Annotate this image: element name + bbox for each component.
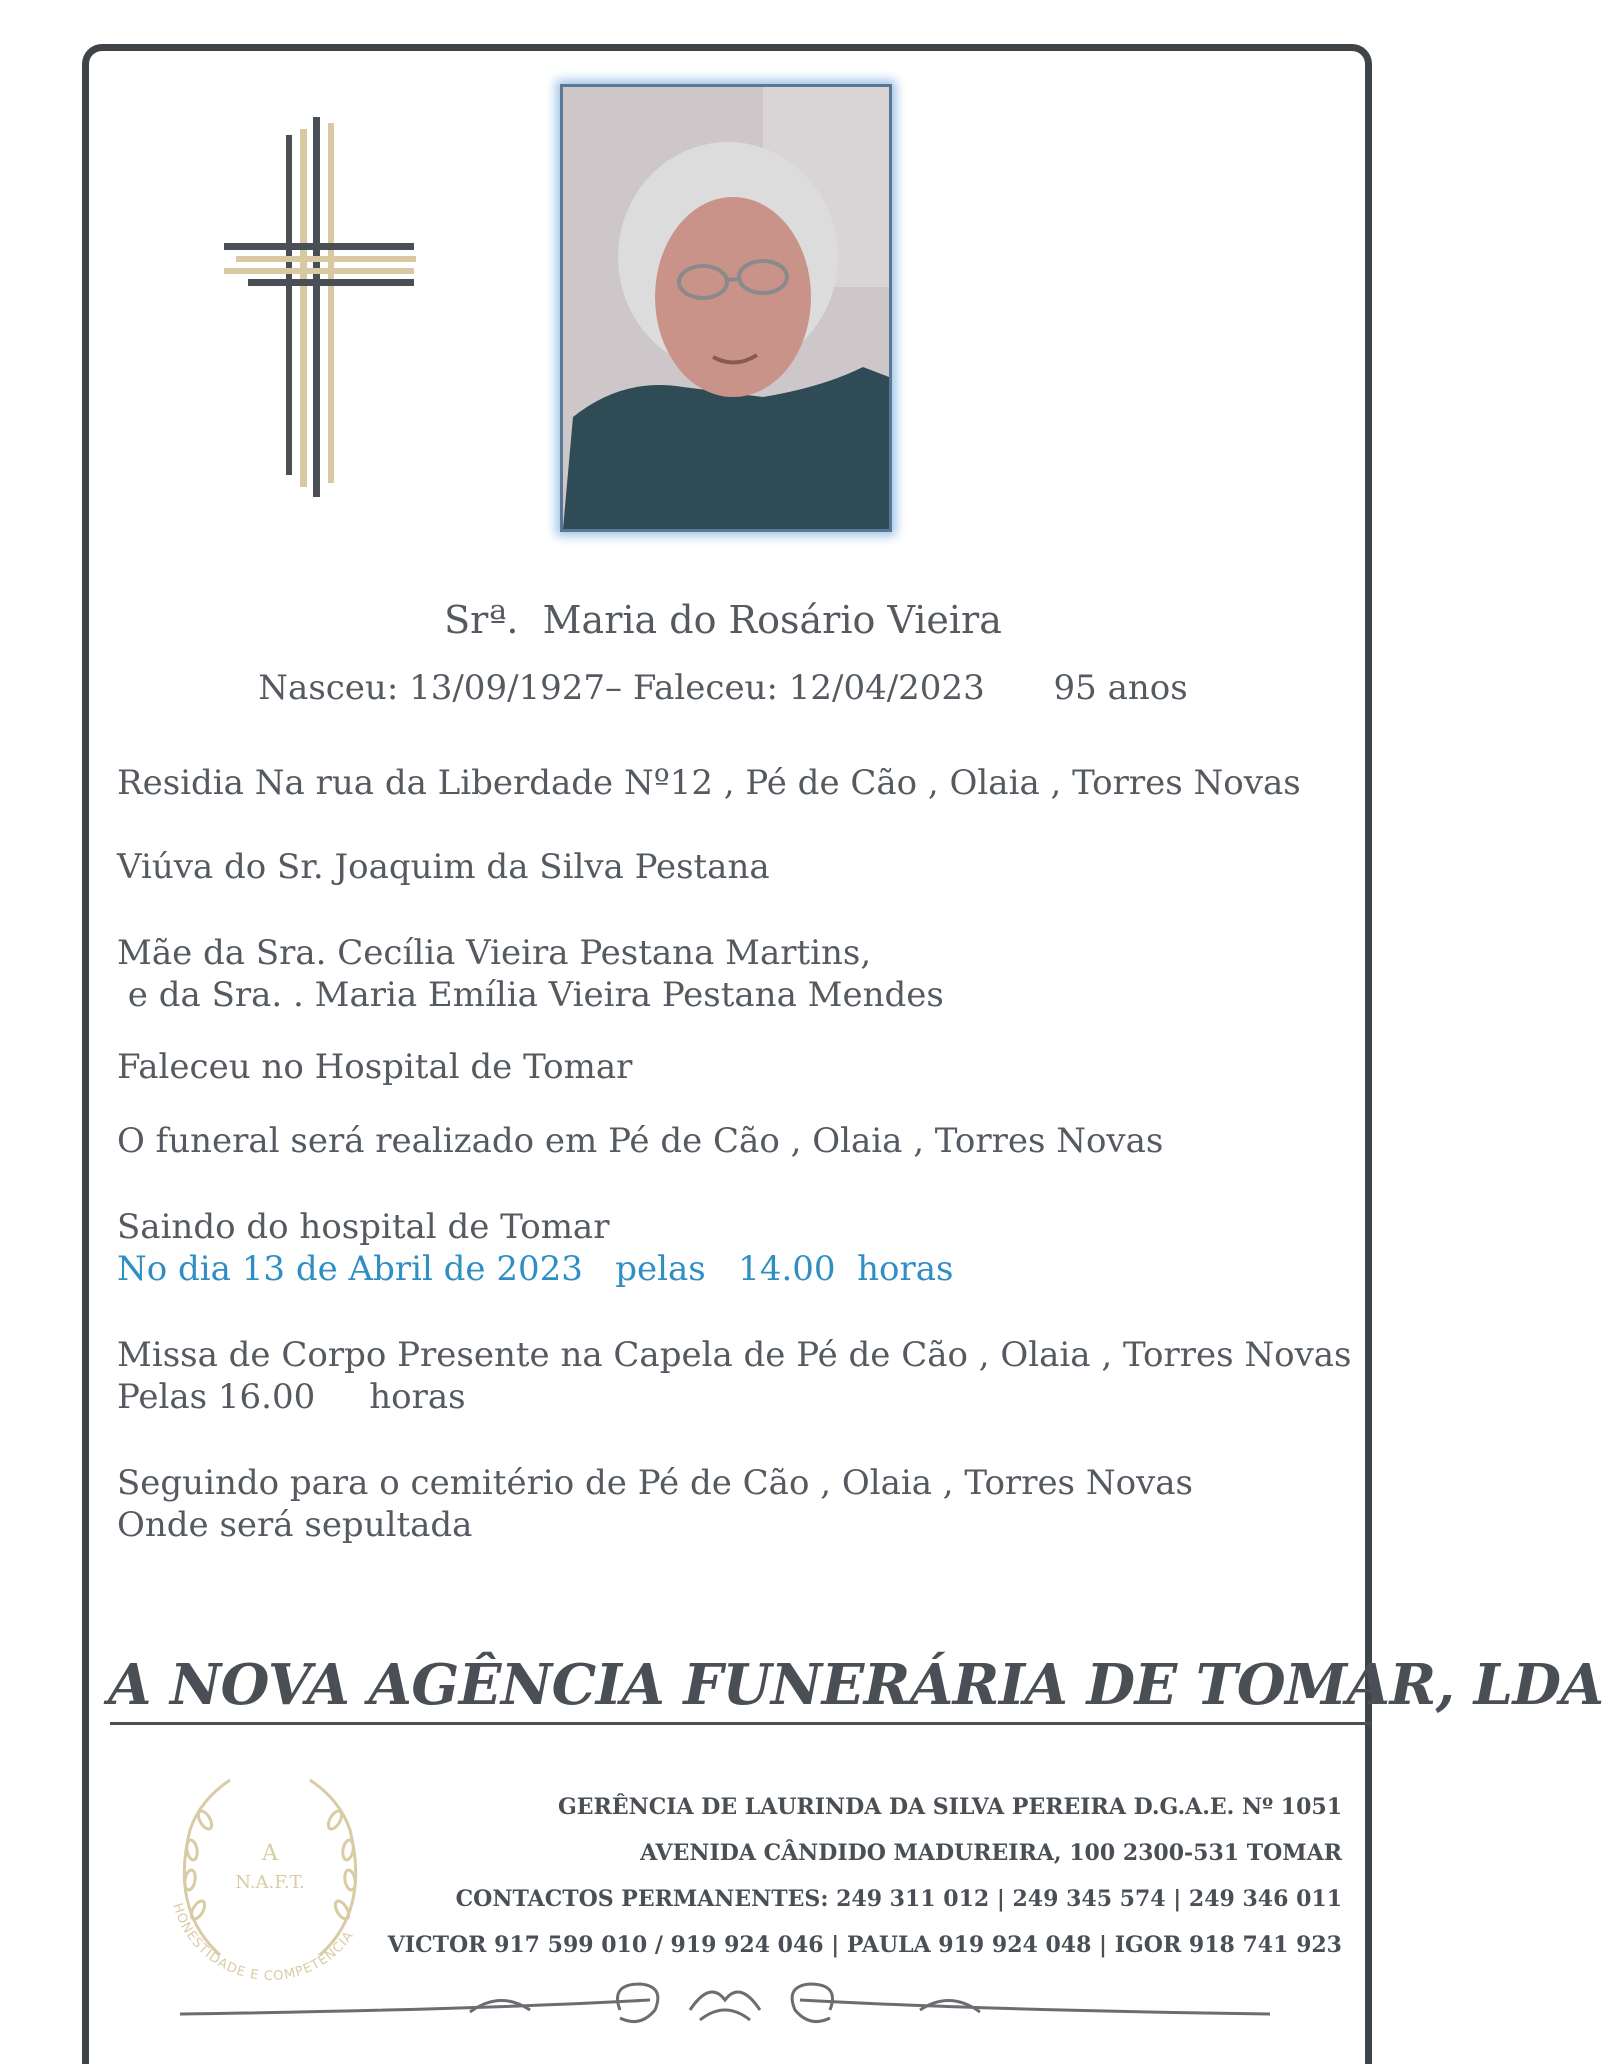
mother-line-1: Mãe da Sra. Cecília Vieira Pestana Martins, [117,933,872,973]
departing-line: Saindo do hospital de Tomar [117,1207,610,1247]
death-place-line: Faleceu no Hospital de Tomar [117,1047,633,1087]
cemetery-line-2: Onde será sepultada [117,1505,473,1545]
dates-line [0,668,1446,708]
svg-text:A: A [262,1841,278,1866]
birth-death-dates: Nasceu: 13/09/1927– Faleceu: 12/04/2023 [258,668,985,708]
mother-line-2: e da Sra. . Maria Emília Vieira Pestana Mendes [117,975,944,1015]
age: 95 anos [1053,668,1188,708]
agency-underline [110,1722,1372,1725]
agency-seal-logo [150,1760,390,2000]
widow-line: Viúva do Sr. Joaquim da Silva Pestana [117,847,770,887]
agency-management: GERÊNCIA DE LAURINDA DA SILVA PEREIRA D.G.A.E. Nº 1051 [558,1794,1342,1820]
residence-line: Residia Na rua da Liberdade Nº12 , Pé de Cão , Olaia , Torres Novas [117,763,1301,803]
funeral-date-time: No dia 13 de Abril de 2023 pelas 14.00 horas [117,1249,954,1289]
portrait-photo [560,84,892,532]
agency-contacts: CONTACTOS PERMANENTES: 249 311 012 | 249 345 574 | 249 346 011 [455,1886,1342,1912]
mass-line-1: Missa de Corpo Presente na Capela de Pé de Cão , Olaia , Torres Novas [117,1335,1352,1375]
deceased-name: Maria do Rosário Vieira [542,598,1002,642]
svg-text:N.A.F.T.: N.A.F.T. [235,1872,305,1893]
agency-name: A NOVA AGÊNCIA FUNERÁRIA DE TOMAR, LDA [108,1652,1604,1718]
deceased-title: Srª. [444,598,519,642]
cemetery-line-1: Seguindo para o cemitério de Pé de Cão , Olaia , Torres Novas [117,1463,1193,1503]
agency-staff-phones: VICTOR 917 599 010 / 919 924 046 | PAULA 919 924 048 | IGOR 918 741 923 [387,1932,1342,1958]
svg-text:HONESTIDADE E COMPETÊNCIA: HONESTIDADE E COMPETÊNCIA [169,1901,358,1985]
funeral-line: O funeral será realizado em Pé de Cão , Olaia , Torres Novas [117,1121,1164,1161]
agency-address: AVENIDA CÂNDIDO MADUREIRA, 100 2300-531 TOMAR [640,1840,1342,1866]
ornamental-flourish [170,1970,1280,2030]
deceased-name-line [0,598,1446,642]
cross-icon [220,115,420,525]
mass-line-2: Pelas 16.00 horas [117,1377,466,1417]
